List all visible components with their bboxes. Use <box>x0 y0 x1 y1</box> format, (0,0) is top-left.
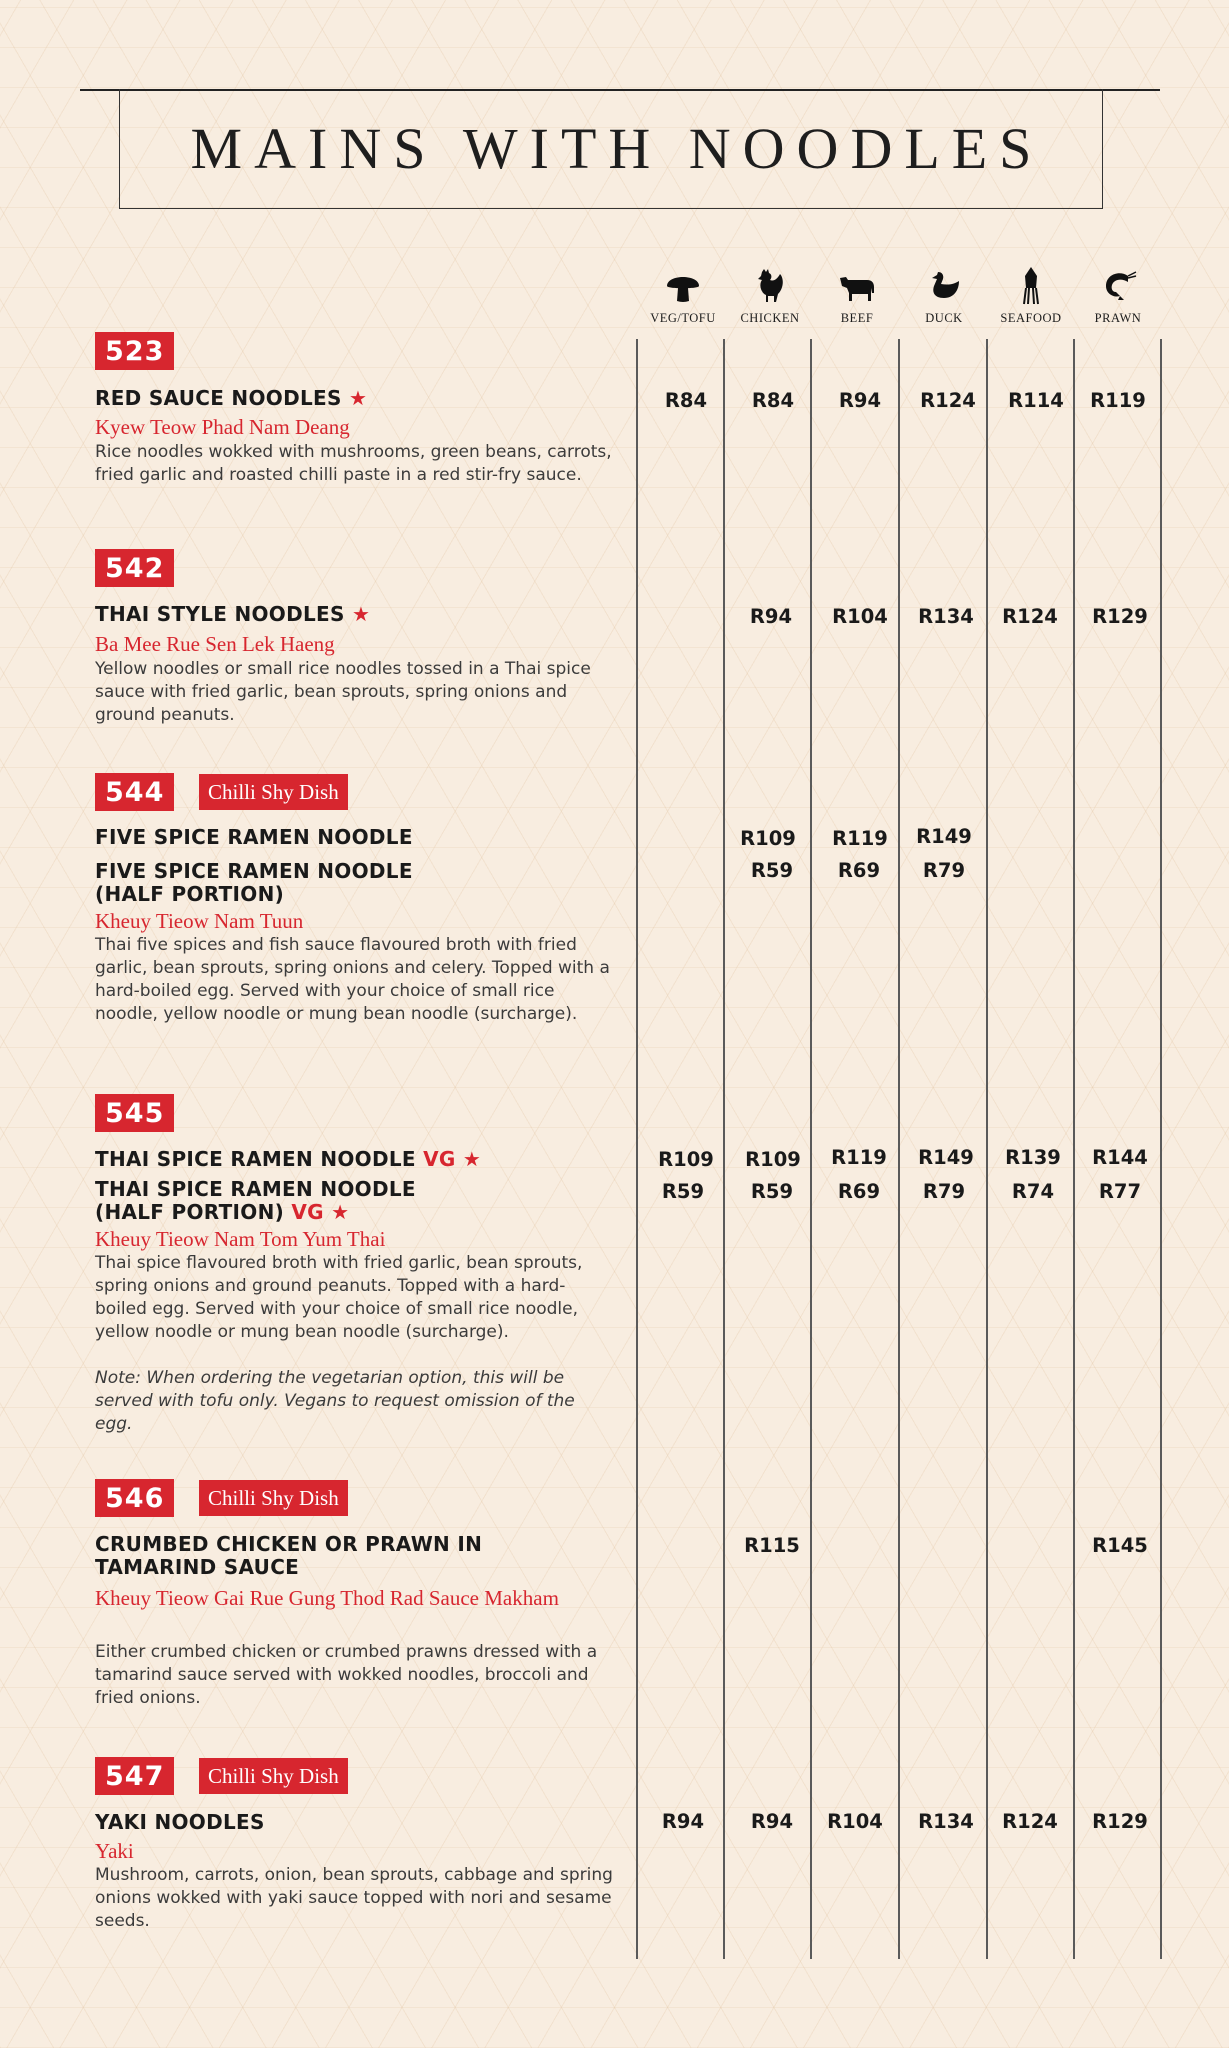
price-prawn: R144 <box>1092 1146 1148 1169</box>
dish-name <box>95 603 615 626</box>
price-chicken-half: R59 <box>750 859 794 882</box>
thai-name: Kheuy Tieow Gai Rue Gung Thod Rad Sauce Makham <box>95 1586 559 1610</box>
squid-icon <box>1011 266 1051 306</box>
dish-name-text: THAI SPICE RAMEN NOODLE <box>95 1147 416 1171</box>
item-number-badge: 547 <box>95 1757 174 1795</box>
column-label: SEAFOOD <box>1000 311 1062 325</box>
price-veg-tofu: R109 <box>658 1148 714 1171</box>
item-number-badge: 546 <box>95 1479 174 1517</box>
item-number-badge: 545 <box>95 1094 174 1132</box>
price-beef: R104 <box>832 605 888 628</box>
dish-description: Thai spice flavoured broth with fried garlic, bean sprouts, spring onions and ground peanuts. Topped with a hard-boiled egg. Served with your choice of small rice noodle, yellow noodle or mung bean noodle (surcharge). <box>95 1253 583 1342</box>
price-veg-tofu: R84 <box>664 389 708 412</box>
dish-name-text: THAI SPICE RAMEN NOODLE (HALF PORTION) <box>95 1177 416 1224</box>
price-prawn-half: R77 <box>1098 1180 1142 1203</box>
price-beef: R119 <box>832 827 888 850</box>
price-beef: R104 <box>827 1810 883 1833</box>
column-header-prawn <box>1074 266 1162 326</box>
item-number-badge: 523 <box>95 332 174 370</box>
price-duck-half: R79 <box>922 1180 966 1203</box>
price-chicken: R84 <box>751 389 795 412</box>
dish-name: YAKI NOODLES <box>95 1810 265 1834</box>
dish-name-text: THAI STYLE NOODLES <box>95 602 345 626</box>
price-seafood: R124 <box>1002 605 1058 628</box>
price-chicken: R109 <box>745 1148 801 1171</box>
price-duck: R134 <box>918 1810 974 1833</box>
chilli-shy-tag: Chilli Shy Dish <box>199 774 348 810</box>
star-icon: ★ <box>331 1200 350 1224</box>
price-beef-half: R69 <box>837 859 881 882</box>
column-header-duck <box>900 266 988 326</box>
dish-name <box>95 387 615 410</box>
thai-name: Kyew Teow Phad Nam Deang <box>95 415 350 439</box>
price-prawn: R145 <box>1092 1534 1148 1557</box>
dish-name-half-portion: FIVE SPICE RAMEN NOODLE (HALF PORTION) <box>95 859 413 906</box>
dish-description: Rice noodles wokked with mushrooms, green beans, carrots, fried garlic and roasted chilli paste in a red stir-fry sauce. <box>95 442 612 485</box>
dish-name: CRUMBED CHICKEN OR PRAWN IN TAMARIND SAUCE <box>95 1532 483 1579</box>
dish-name-half-portion <box>95 1178 455 1224</box>
price-duck-half: R79 <box>922 859 966 882</box>
mushroom-icon <box>663 266 703 306</box>
column-header-beef <box>813 266 901 326</box>
item-number-badge: 544 <box>95 773 174 811</box>
price-veg-tofu-half: R59 <box>661 1180 705 1203</box>
vegetarian-mark: VG <box>291 1200 324 1224</box>
price-prawn: R129 <box>1092 1810 1148 1833</box>
dish-name: FIVE SPICE RAMEN NOODLE <box>95 825 413 849</box>
thai-name: Ba Mee Rue Sen Lek Haeng <box>95 632 335 656</box>
price-duck: R134 <box>918 605 974 628</box>
thai-name: Kheuy Tieow Nam Tuun <box>95 909 304 933</box>
price-beef-half: R69 <box>837 1180 881 1203</box>
price-chicken: R94 <box>750 1810 794 1833</box>
chicken-icon <box>750 266 790 306</box>
dish-description: Mushroom, carrots, onion, bean sprouts, cabbage and spring onions wokked with yaki sauce topped with nori and sesame seeds. <box>95 1865 613 1931</box>
star-icon: ★ <box>462 1147 482 1171</box>
dish-note: Note: When ordering the vegetarian option, this will be served with tofu only. Vegans to request omission of the egg. <box>95 1368 575 1434</box>
chilli-shy-tag: Chilli Shy Dish <box>199 1480 348 1516</box>
price-beef: R119 <box>831 1146 887 1169</box>
price-chicken-half: R59 <box>750 1180 794 1203</box>
price-duck: R149 <box>918 1146 974 1169</box>
price-prawn: R129 <box>1092 605 1148 628</box>
dish-description: Either crumbed chicken or crumbed prawns dressed with a tamarind sauce served with wokked noodles, broccoli and fried onions. <box>95 1642 598 1708</box>
column-header-chicken <box>726 266 814 326</box>
price-duck: R149 <box>916 825 972 848</box>
column-header-veg-tofu <box>639 266 727 326</box>
column-header-seafood <box>987 266 1075 326</box>
price-veg-tofu: R94 <box>661 1810 705 1833</box>
thai-name: Yaki <box>95 1839 134 1863</box>
vegetarian-mark: VG <box>423 1147 456 1171</box>
price-seafood: R124 <box>1002 1810 1058 1833</box>
dish-description: Yellow noodles or small rice noodles tossed in a Thai spice sauce with fried garlic, bean sprouts, spring onions and ground peanuts. <box>95 659 591 725</box>
column-divider <box>636 339 638 1959</box>
price-seafood: R139 <box>1005 1146 1061 1169</box>
cow-icon <box>837 266 877 306</box>
star-icon: ★ <box>351 602 371 626</box>
price-chicken: R115 <box>744 1534 800 1557</box>
column-label: VEG/TOFU <box>650 311 716 325</box>
column-label: DUCK <box>925 311 963 325</box>
price-seafood-half: R74 <box>1011 1180 1055 1203</box>
title-box <box>119 89 1103 209</box>
dish-name <box>95 1148 615 1171</box>
price-seafood: R114 <box>1008 389 1064 412</box>
page-title: MAINS WITH NOODLES <box>190 116 1044 181</box>
column-label: BEEF <box>840 311 874 325</box>
dish-name-text: RED SAUCE NOODLES <box>95 386 342 410</box>
price-chicken: R109 <box>740 827 796 850</box>
chilli-shy-tag: Chilli Shy Dish <box>199 1758 348 1794</box>
star-icon: ★ <box>348 386 368 410</box>
column-label: CHICKEN <box>740 311 800 325</box>
prawn-icon <box>1098 266 1138 306</box>
price-prawn: R119 <box>1090 389 1146 412</box>
price-duck: R124 <box>920 389 976 412</box>
column-label: PRAWN <box>1094 311 1142 325</box>
thai-name: Kheuy Tieow Nam Tom Yum Thai <box>95 1227 386 1251</box>
item-number-badge: 542 <box>95 549 174 587</box>
dish-description: Thai five spices and fish sauce flavoured broth with fried garlic, bean sprouts, spring onions and celery. Topped with a hard-boiled egg. Served with your choice of small rice noodle, yellow noodle or mung bean noodle (surcharge). <box>95 935 610 1024</box>
price-chicken: R94 <box>749 605 793 628</box>
duck-icon <box>924 266 964 306</box>
price-beef: R94 <box>838 389 882 412</box>
